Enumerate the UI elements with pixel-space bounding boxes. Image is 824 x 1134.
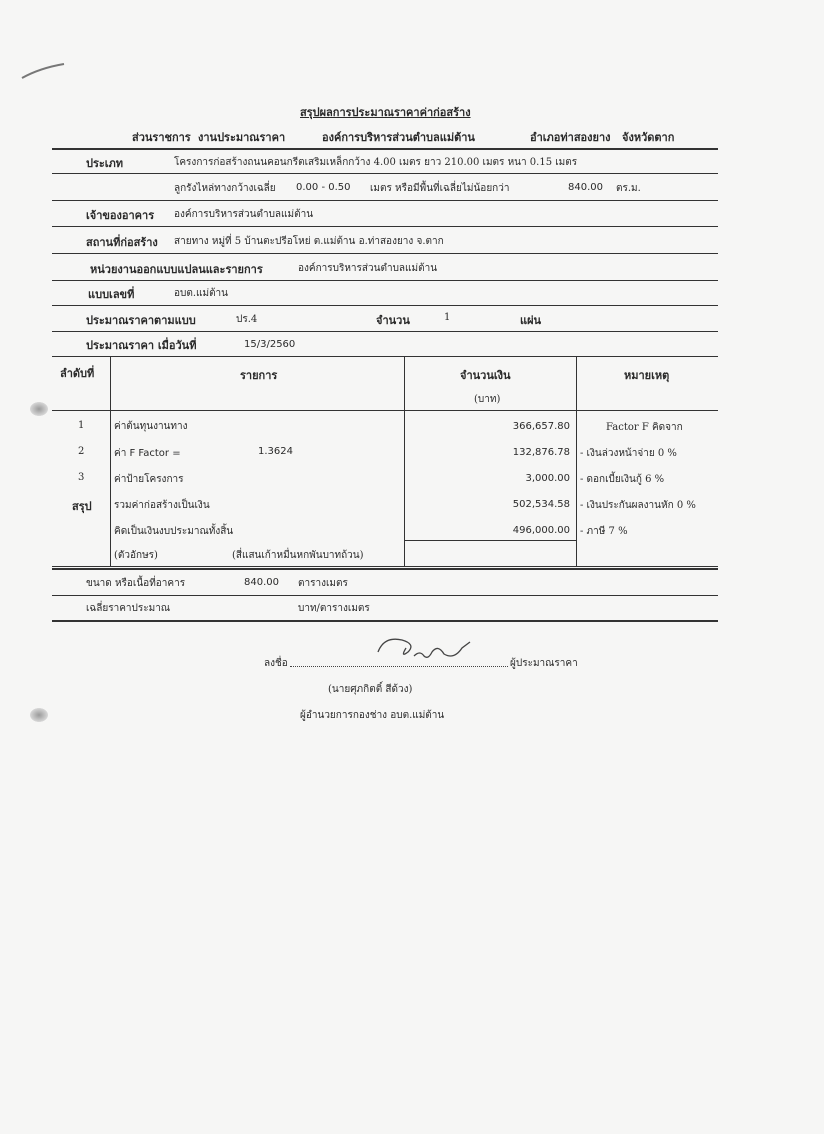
agency-label: ส่วนราชการ xyxy=(132,131,191,144)
divider xyxy=(52,280,718,281)
row-amount: 502,534.58 xyxy=(512,499,570,510)
size-value: 840.00 xyxy=(244,577,279,588)
row-item: รวมค่าก่อสร้างเป็นเงิน xyxy=(114,500,210,511)
form-label: ประมาณราคาตามแบบ xyxy=(86,314,196,327)
agency-org: องค์การบริหารส่วนตำบลแม่ต้าน xyxy=(322,131,475,144)
sign-role: ผู้ประมาณราคา xyxy=(510,658,578,669)
signer-position: ผู้อำนวยการกองช่าง อบต.แม่ต้าน xyxy=(300,710,445,721)
row-amount: 496,000.00 xyxy=(512,525,570,536)
row-no: 2 xyxy=(78,446,85,457)
count-unit: แผ่น xyxy=(520,314,542,327)
type-label: ประเภท xyxy=(86,157,124,170)
divider xyxy=(52,568,718,570)
avg-label: เฉลี่ยราคาประมาณ xyxy=(86,603,171,614)
page-title: สรุปผลการประมาณราคาค่าก่อสร้าง xyxy=(300,106,471,119)
divider xyxy=(52,226,718,227)
size-label: ขนาด หรือเนื้อที่อาคาร xyxy=(86,578,186,589)
row-remark: - เงินล่วงหน้าจ่าย 0 % xyxy=(580,448,677,459)
designer-label: หน่วยงานออกแบบแปลนและรายการ xyxy=(90,263,263,276)
punch-hole-icon xyxy=(30,402,48,416)
amount-words-label: (ตัวอักษร) xyxy=(114,550,158,561)
divider xyxy=(52,331,718,332)
row-remark: Factor F คิดจาก xyxy=(606,422,683,433)
site-label: สถานที่ก่อสร้าง xyxy=(86,236,158,249)
divider xyxy=(52,595,718,596)
plan-label: แบบเลขที่ xyxy=(88,288,135,301)
col-header-amount: จำนวนเงิน xyxy=(460,369,511,382)
row-amount: 132,876.78 xyxy=(512,447,570,458)
divider xyxy=(52,620,718,622)
table-border xyxy=(52,566,718,567)
row-remark: - ภาษี 7 % xyxy=(580,526,628,537)
row-factor: 1.3624 xyxy=(258,446,293,457)
designer-value: องค์การบริหารส่วนตำบลแม่ต้าน xyxy=(298,263,438,274)
row-no: 3 xyxy=(78,472,85,483)
table-border xyxy=(404,540,576,541)
pen-mark-icon xyxy=(20,60,68,82)
count-label: จำนวน xyxy=(376,314,410,327)
table-border xyxy=(52,410,718,411)
row-amount: 366,657.80 xyxy=(512,421,570,432)
row-remark: - เงินประกันผลงานหัก 0 % xyxy=(580,500,696,511)
type-value-2a: ลูกรังไหล่ทางกว้างเฉลี่ย xyxy=(174,183,276,194)
divider xyxy=(52,200,718,201)
type-value: โครงการก่อสร้างถนนคอนกรีตเสริมเหล็กกว้าง 4.00 เมตร ยาว 210.00 เมตร หนา 0.15 เมตร xyxy=(174,157,578,168)
divider xyxy=(52,173,718,174)
col-header-remark: หมายเหตุ xyxy=(624,369,670,382)
signer-name: (นายศุภกิตติ์ สีด้วง) xyxy=(328,684,413,695)
avg-unit: บาท/ตารางเมตร xyxy=(298,603,370,614)
row-remark: - ดอกเบี้ยเงินกู้ 6 % xyxy=(580,474,665,485)
plan-value: อบต.แม่ต้าน xyxy=(174,288,229,299)
punch-hole-icon xyxy=(30,708,48,722)
table-border xyxy=(110,356,111,566)
table-border xyxy=(52,356,718,357)
row-amount: 3,000.00 xyxy=(525,473,570,484)
site-value: สายทาง หมู่ที่ 5 บ้านตะปรีอโหย่ ต.แม่ต้าน อ.ท่าสองยาง จ.ตาก xyxy=(174,236,444,247)
agency-district: อำเภอท่าสองยาง xyxy=(530,131,611,144)
divider xyxy=(52,148,718,150)
row-no: สรุป xyxy=(72,500,92,513)
size-unit: ตารางเมตร xyxy=(298,578,348,589)
row-item: ค่า F Factor = xyxy=(114,448,181,459)
date-value: 15/3/2560 xyxy=(244,339,296,350)
type-value-2-range: 0.00 - 0.50 xyxy=(296,182,351,193)
type-value-2-unit: ตร.ม. xyxy=(616,183,641,194)
divider xyxy=(52,305,718,306)
sign-prefix: ลงชื่อ xyxy=(264,658,288,669)
owner-value: องค์การบริหารส่วนตำบลแม่ต้าน xyxy=(174,209,314,220)
date-label: ประมาณราคา เมื่อวันที่ xyxy=(86,339,197,352)
agency-unit: งานประมาณราคา xyxy=(198,131,286,144)
type-value-2-area: 840.00 xyxy=(568,182,603,193)
row-item: ค่าต้นทุนงานทาง xyxy=(114,421,188,432)
handwritten-signature-icon xyxy=(358,630,478,666)
count-value: 1 xyxy=(444,312,451,323)
col-header-item: รายการ xyxy=(240,369,278,382)
owner-label: เจ้าของอาคาร xyxy=(86,209,155,222)
table-border xyxy=(576,356,577,566)
agency-province: จังหวัดตาก xyxy=(622,131,675,144)
form-value: ปร.4 xyxy=(236,314,258,325)
table-border xyxy=(404,356,405,566)
divider xyxy=(52,253,718,254)
amount-words-value: (สี่แสนเก้าหมื่นหกพันบาทถ้วน) xyxy=(232,550,364,561)
row-item: คิดเป็นเงินงบประมาณทั้งสิ้น xyxy=(114,526,234,537)
col-header-amount-unit: (บาท) xyxy=(474,394,501,405)
col-header-no: ลำดับที่ xyxy=(60,367,95,380)
row-no: 1 xyxy=(78,420,85,431)
type-value-2b: เมตร หรือมีพื้นที่เฉลี่ยไม่น้อยกว่า xyxy=(370,183,510,194)
row-item: ค่าป้ายโครงการ xyxy=(114,474,184,485)
